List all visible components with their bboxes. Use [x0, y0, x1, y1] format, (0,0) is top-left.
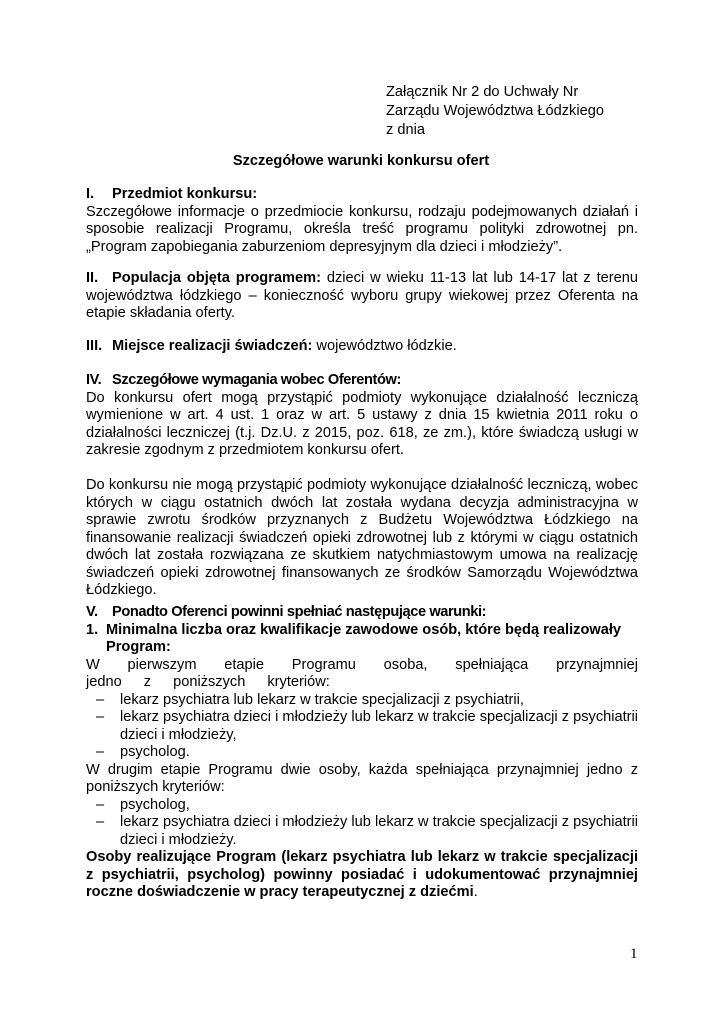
section-2-number: II.: [86, 270, 99, 286]
section-1-heading: [86, 186, 638, 204]
section-4: [86, 372, 638, 600]
stage-2-item-text: lekarz psychiatra dzieci i młodzieży lub lekarz w trakcie specjalizacji z psychiatrii dzieci i młodzieży.: [120, 814, 638, 848]
page-number: 1: [630, 946, 638, 962]
stage-1-item: [96, 692, 638, 710]
section-4-paragraph-1: Do konkursu ofert mogą przystąpić podmioty wykonujące działalność leczniczą wymienione w art. 4 ust. 1 oraz w art. 5 ustawy z dnia 15 kwietnia 2011 roku o działalności leczniczej (t.j. Dz.U. z 2015, poz. 618, ze zm.), które świadczą usługi w zakresie zgodnym z przedmiotem konkursu ofert.: [86, 389, 638, 458]
dash-marker: –: [96, 814, 105, 830]
stage-2-item-text: psycholog,: [120, 796, 190, 813]
section-5-heading: [86, 604, 638, 622]
closing-statement: [86, 849, 638, 902]
stage-1-item-text: psycholog.: [120, 744, 190, 760]
section-3-number: III.: [86, 338, 103, 354]
dash-marker: –: [96, 709, 105, 725]
section-1-number: I.: [86, 186, 95, 202]
dash-marker: –: [96, 796, 105, 813]
section-3-title: Miejsce realizacji świadczeń:: [112, 338, 313, 354]
section-2-title: Populacja objęta programem:: [112, 270, 321, 286]
section-4-number: IV.: [86, 372, 102, 388]
section-2: [86, 270, 638, 323]
stage-1-item: [96, 744, 638, 762]
subsection-1-number: 1.: [86, 621, 99, 638]
header-line-2: Zarządu Województwa Łódzkiego: [386, 103, 604, 119]
section-2-text: dzieci w wieku 11-13 lat lub 14-17 lat z terenu województwa łódzkiego – konieczność wyboru grupy wiekowej przez Oferenta na etapie składania oferty.: [86, 270, 638, 321]
header-line-3: z dnia: [386, 122, 425, 138]
section-4-paragraph-2: Do konkursu nie mogą przystąpić podmioty wykonujące działalność leczniczą, wobec których w ciągu ostatnich dwóch lat została wydana decyzja administracyjna w sprawie zwrotu środków przyznanych z Budżetu Województwa Łódzkiego na finansowanie realizacji świadczeń opieki zdrowotnej lub z którymi w ciągu ostatnich dwóch lat została rozwiązana ze skutkiem natychmiastowym umowa na realizację świadczeń opieki zdrowotnej finansowanych ze środków Samorządu Województwa Łódzkiego.: [86, 477, 638, 598]
section-3-text: województwo łódzkie.: [316, 338, 457, 354]
section-5-number: V.: [86, 604, 98, 620]
section-5-title: Ponadto Oferenci powinni spełniać następujące warunki:: [112, 604, 487, 620]
section-3: [86, 338, 638, 356]
stage-2-item: [96, 814, 638, 849]
closing-statement-bold: Osoby realizujące Program (lekarz psychiatra lub lekarz w trakcie specjalizacji z psychiatrii, psycholog) powinny posiadać i udokumentować przynajmniej roczne doświadczenie w pracy terapeutycznej z dziećmi: [86, 849, 638, 900]
dash-marker: –: [96, 744, 105, 760]
stage-1-item-text: lekarz psychiatra lub lekarz w trakcie specjalizacji z psychiatrii,: [120, 691, 524, 708]
stage-1-item: [96, 709, 638, 744]
attachment-header: [386, 83, 604, 140]
stage-2-item: [96, 797, 638, 815]
stage-1-intro: W pierwszym etapie Programu osoba, spełniająca przynajmniej jedno z poniższych kryteriów:: [86, 656, 638, 690]
section-3-paragraph: [86, 338, 638, 356]
section-1-text: Szczegółowe informacje o przedmiocie konkursu, rodzaju podejmowanych działań i sposobie realizacji Programu, określa treść programu polityki zdrowotnej pn. „Program zapobiegania zaburzeniom depresyjnym dla dzieci i młodzieży”.: [86, 203, 638, 255]
stage-2-intro: W drugim etapie Programu dwie osoby, każda spełniająca przynajmniej jedno z poniższych kryteriów:: [86, 761, 638, 795]
document-title: Szczegółowe warunki konkursu ofert: [232, 153, 490, 169]
section-5: [86, 604, 638, 902]
header-line-1: Załącznik Nr 2 do Uchwały Nr: [386, 84, 579, 100]
subsection-1-title: Minimalna liczba oraz kwalifikacje zawodowe osób, które będą realizowały Program:: [106, 621, 621, 655]
section-1: [86, 186, 638, 256]
section-1-title: Przedmiot konkursu:: [112, 186, 258, 202]
closing-statement-end: .: [473, 884, 478, 900]
section-4-title: Szczegółowe wymagania wobec Oferentów:: [112, 372, 401, 388]
stage-1-item-text: lekarz psychiatra dzieci i młodzieży lub lekarz w trakcie specjalizacji z psychiatrii dzieci i młodzieży,: [120, 709, 638, 743]
subsection-1-heading: [86, 622, 638, 657]
section-2-paragraph: [86, 270, 638, 323]
section-4-heading: [86, 372, 638, 390]
dash-marker: –: [96, 691, 105, 708]
